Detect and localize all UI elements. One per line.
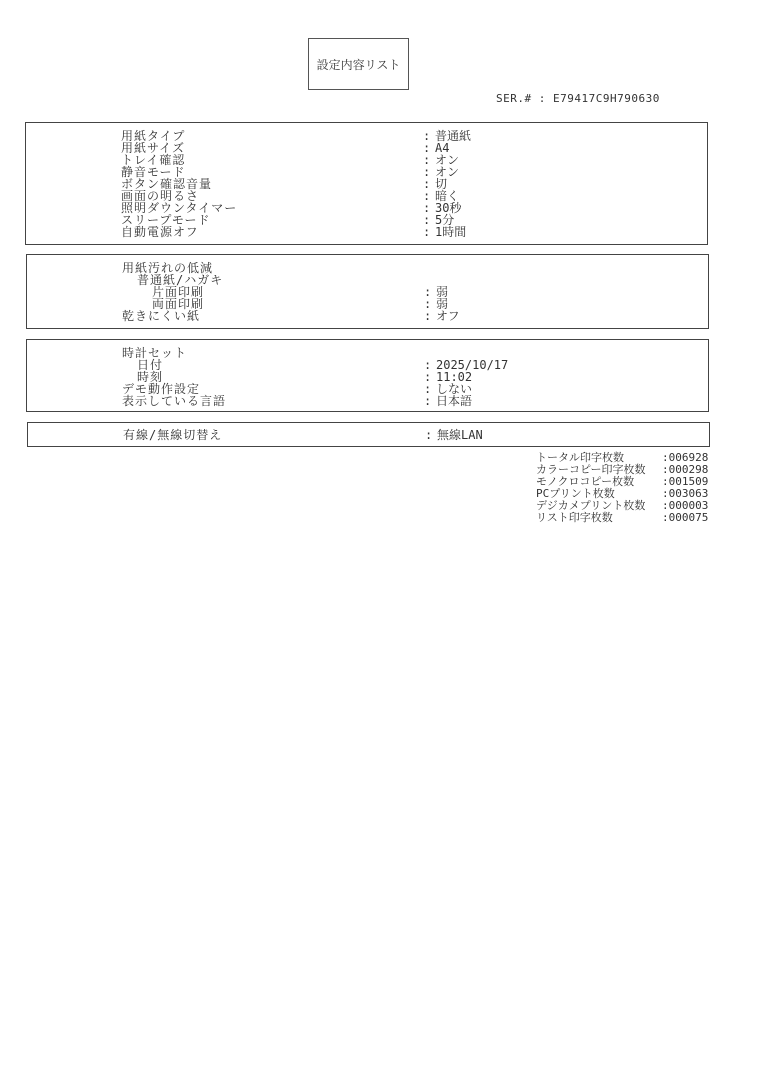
settings-section-network bbox=[27, 422, 710, 447]
setting-label: 用紙汚れの低減 bbox=[122, 261, 214, 275]
setting-label: 時刻 bbox=[137, 370, 164, 384]
setting-label: 両面印刷 bbox=[152, 297, 205, 311]
serial-label: SER.# bbox=[496, 92, 532, 105]
counter-label: PCプリント枚数 bbox=[536, 487, 615, 500]
separator: : bbox=[423, 201, 431, 215]
setting-value: 1時間 bbox=[435, 225, 467, 239]
separator: : bbox=[423, 129, 431, 143]
setting-row bbox=[121, 178, 641, 190]
setting-label: 照明ダウンタイマー bbox=[121, 201, 238, 215]
separator: : bbox=[424, 285, 432, 299]
setting-label: 片面印刷 bbox=[152, 285, 205, 299]
serial-value: E79417C9H790630 bbox=[553, 92, 660, 105]
counter-number: 006928 bbox=[668, 451, 709, 464]
setting-label: 時計セット bbox=[122, 346, 188, 360]
settings-section-general bbox=[25, 122, 708, 245]
counter-number: 000075 bbox=[668, 511, 709, 524]
serial-number: SER.# : E79417C9H790630 bbox=[496, 92, 660, 105]
separator: : bbox=[423, 165, 431, 179]
separator: : bbox=[424, 358, 432, 372]
counter-value: :000075 bbox=[662, 511, 709, 524]
setting-row bbox=[123, 429, 643, 441]
counter-label: デジカメプリント枚数 bbox=[536, 499, 646, 512]
document-title-box bbox=[308, 38, 409, 90]
setting-value: 弱 bbox=[436, 297, 449, 311]
settings-section-paper bbox=[26, 254, 709, 329]
separator: : bbox=[423, 189, 431, 203]
counter-value: :000003 bbox=[662, 499, 709, 512]
setting-row bbox=[122, 310, 642, 322]
setting-label: トレイ確認 bbox=[121, 153, 186, 167]
setting-label: ボタン確認音量 bbox=[121, 177, 213, 191]
setting-row bbox=[121, 214, 641, 226]
setting-label: 日付 bbox=[137, 358, 164, 372]
setting-value: 無線LAN bbox=[437, 428, 483, 442]
setting-label: 表示している言語 bbox=[122, 394, 227, 408]
counter-label: モノクロコピー枚数 bbox=[536, 475, 635, 488]
setting-value: 普通紙 bbox=[435, 129, 472, 143]
counter-number: 000298 bbox=[668, 463, 709, 476]
setting-value: A4 bbox=[435, 141, 450, 155]
separator: : bbox=[423, 213, 431, 227]
setting-value: しない bbox=[436, 382, 473, 396]
counter-value: :001509 bbox=[662, 475, 709, 488]
counter-label: カラーコピー印字枚数 bbox=[536, 463, 646, 476]
setting-row bbox=[122, 298, 642, 310]
setting-label: 有線/無線切替え bbox=[123, 428, 223, 442]
setting-label: 画面の明るさ bbox=[121, 189, 200, 203]
setting-value: 5分 bbox=[435, 213, 455, 227]
separator: : bbox=[423, 153, 431, 167]
setting-value: オン bbox=[435, 153, 460, 167]
setting-value: 11:02 bbox=[436, 370, 473, 384]
setting-row bbox=[122, 395, 642, 407]
counter-row bbox=[536, 512, 726, 524]
separator: : bbox=[425, 428, 433, 442]
counter-value: :006928 bbox=[662, 451, 709, 464]
separator: : bbox=[424, 370, 432, 384]
separator: : bbox=[424, 394, 432, 408]
setting-label: スリープモード bbox=[121, 213, 211, 227]
setting-value: 2025/10/17 bbox=[436, 358, 509, 372]
separator: : bbox=[424, 297, 432, 311]
setting-label: 用紙サイズ bbox=[121, 141, 186, 155]
settings-section-clock bbox=[26, 339, 709, 412]
setting-row bbox=[122, 371, 642, 383]
setting-label: デモ動作設定 bbox=[122, 382, 201, 396]
setting-label: 静音モード bbox=[121, 165, 186, 179]
setting-row bbox=[121, 130, 641, 142]
setting-label: 乾きにくい紙 bbox=[122, 309, 201, 323]
setting-row bbox=[122, 359, 642, 371]
setting-label: 用紙タイプ bbox=[121, 129, 186, 143]
counter-label: リスト印字枚数 bbox=[536, 511, 613, 524]
counter-number: 001509 bbox=[668, 475, 709, 488]
page-counters bbox=[536, 452, 726, 524]
document-title: 設定内容リスト bbox=[316, 57, 401, 72]
counter-number: 003063 bbox=[668, 487, 709, 500]
setting-row bbox=[121, 154, 641, 166]
setting-row bbox=[122, 347, 642, 359]
counter-value: :003063 bbox=[662, 487, 709, 500]
setting-value: 日本語 bbox=[436, 394, 473, 408]
separator: : bbox=[423, 225, 431, 239]
separator: : bbox=[424, 309, 432, 323]
setting-value: 弱 bbox=[436, 285, 449, 299]
separator: : bbox=[424, 382, 432, 396]
setting-value: オン bbox=[435, 165, 460, 179]
separator: : bbox=[423, 177, 431, 191]
counter-value: :000298 bbox=[662, 463, 709, 476]
setting-value: 切 bbox=[435, 177, 448, 191]
setting-row bbox=[121, 226, 641, 238]
setting-label: 普通紙/ハガキ bbox=[137, 273, 224, 287]
setting-value: 30秒 bbox=[435, 201, 462, 215]
setting-value: 暗く bbox=[435, 189, 460, 203]
setting-label: 自動電源オフ bbox=[121, 225, 199, 239]
setting-row bbox=[121, 142, 641, 154]
counter-number: 000003 bbox=[668, 499, 709, 512]
setting-value: オフ bbox=[436, 309, 460, 323]
separator: : bbox=[423, 141, 431, 155]
counter-label: トータル印字枚数 bbox=[536, 451, 624, 464]
